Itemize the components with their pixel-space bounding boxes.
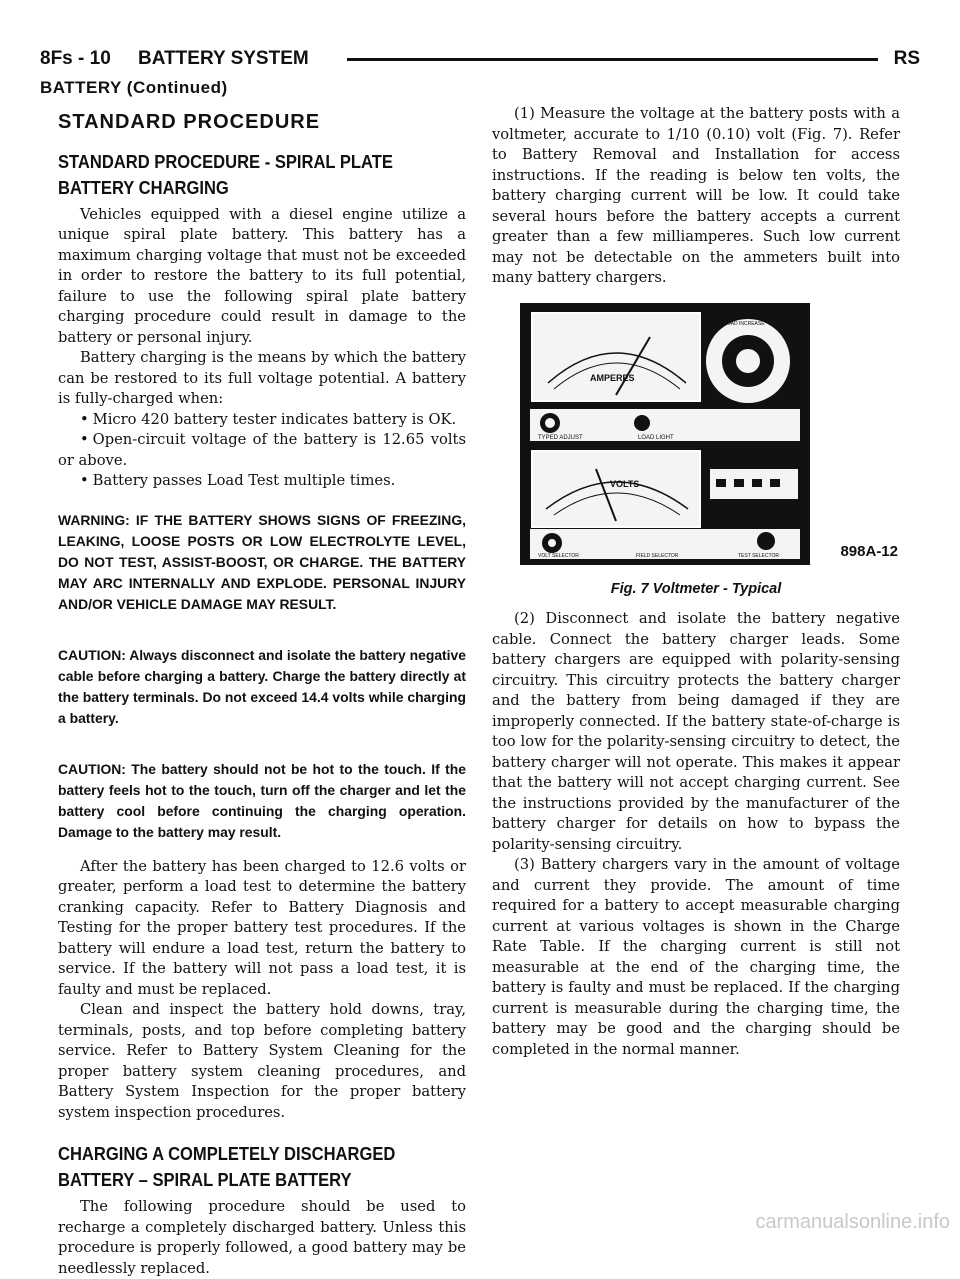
- left-column: [58, 112, 466, 1279]
- paragraph: Clean and inspect the battery hold downs, tray, terminals, posts, and top before completing battery service. Refer to Battery System Cleaning for the proper battery system cleaning procedures, and Battery System Inspection for the proper battery system inspection procedures.: [58, 1001, 466, 1121]
- paragraph: The following procedure should be used to recharge a completely discharged battery. Unless this procedure is properly followed, a good battery may be needlessly replaced.: [58, 1198, 466, 1277]
- header-rule: [347, 58, 878, 61]
- right-column: [492, 104, 900, 1060]
- warning-note: WARNING: IF THE BATTERY SHOWS SIGNS OF FREEZING, LEAKING, LOOSE POSTS OR LOW ELECTROLYTE LEVEL, DO NOT TEST, ASSIST-BOOST, OR CHARGE. THE BATTERY MAY ARC INTERNALLY AND EXPLODE. PERSONAL INJURY AND/OR VEHICLE DAMAGE MAY RESULT.: [58, 511, 466, 612]
- list-item: • Micro 420 battery tester indicates battery is OK.: [58, 410, 466, 431]
- list-item: • Battery passes Load Test multiple times.: [58, 471, 466, 492]
- paragraph: (1) Measure the voltage at the battery posts with a voltmeter, accurate to 1/10 (0.10) volt (Fig. 7). Refer to Battery Removal and Installation for access instructions. If the reading is below ten volts, the battery charging current will be low. It could take several hours before the battery accepts a current greater than a few milliamperes. Such low current may not be detectable on the ammeters built into many battery chargers.: [492, 105, 900, 286]
- continued-heading: BATTERY (Continued): [40, 78, 228, 97]
- figure-caption: Fig. 7 Voltmeter - Typical: [610, 580, 782, 597]
- test-selector-label: TEST SELECTOR: [738, 552, 779, 559]
- load-adjust-label: TYPED ADJUST: [538, 434, 583, 441]
- bullet-list: [58, 410, 466, 492]
- page-number: 8Fs - 10: [40, 48, 111, 69]
- paragraph: Battery charging is the means by which the battery can be restored to its full voltage potential. A battery is fully-charged when:: [58, 349, 466, 407]
- subheading-spiral-charging: STANDARD PROCEDURE - SPIRAL PLATE BATTERY CHARGING: [58, 151, 393, 198]
- paragraph: (2) Disconnect and isolate the battery negative cable. Connect the battery charger leads. Some battery chargers are equipped with polarity-sensing circuitry. This circuitry protects the battery charger and the battery from being damaged if they are improperly connected. If the battery state-of-charge is too low for the polarity-sensing circuitry to detect, the battery charger will not operate. This makes it appear that the battery will not accept charging current. See the instructions provided by the manufacturer of the battery charger for details on how to bypass the polarity-sensing circuitry.: [492, 610, 900, 853]
- volt-selector-label: VOLT SELECTOR: [538, 552, 579, 559]
- main-heading: STANDARD PROCEDURE: [58, 111, 321, 133]
- figure-id: 898A-12: [840, 543, 898, 560]
- section-title: BATTERY SYSTEM: [138, 48, 309, 69]
- amperes-label: AMPERES: [590, 372, 635, 383]
- list-item: • Open-circuit voltage of the battery is 12.65 volts or above.: [58, 430, 466, 471]
- field-selector-label: FIELD SELECTOR: [636, 552, 679, 559]
- volts-label: VOLTS: [610, 478, 640, 489]
- subheading-discharged: CHARGING A COMPLETELY DISCHARGED BATTERY – SPIRAL PLATE BATTERY: [58, 1144, 396, 1190]
- paragraph: Vehicles equipped with a diesel engine utilize a unique spiral plate battery. This battery has a maximum charging voltage that must not be exceeded in order to restore the battery to its full potential, failure to use the following spiral plate battery charging procedure could result in damage to the battery or personal injury.: [58, 205, 466, 346]
- model-code: RS: [893, 48, 920, 69]
- watermark: carmanualsonline.info: [755, 1211, 950, 1233]
- paragraph: (3) Battery chargers vary in the amount of voltage and current they provide. The amount of time required for a battery to accept measurable charging current at various voltages is shown in the Charge Rate Table. If the charging current is still not measurable at the end of the charging time, the battery is faulty and must be replaced. If the charging current is measurable during the charging time, the battery may be good and the charging should be completed in the normal manner.: [492, 856, 900, 1058]
- voltmeter-figure: [520, 303, 898, 565]
- load-increase-label: LOAD INCREASE: [724, 320, 765, 327]
- caution-note: CAUTION: The battery should not be hot to the touch. If the battery feels hot to the touch, turn off the charger and let the battery cool before continuing the charging operation. Damage to the battery may result.: [58, 760, 466, 840]
- page-header: [40, 46, 920, 72]
- paragraph: After the battery has been charged to 12.6 volts or greater, perform a load test to determine the battery cranking capacity. Refer to Battery Diagnosis and Testing for the proper battery test procedures. If the battery will endure a load test, return the battery to service. If the battery will not pass a load test, it is faulty and must be replaced.: [58, 857, 466, 998]
- load-light-label: LOAD LIGHT: [638, 434, 674, 441]
- caution-note: CAUTION: Always disconnect and isolate the battery negative cable before charging a battery. Charge the battery directly at the battery terminals. Do not exceed 14.4 volts while charging a battery.: [58, 646, 466, 726]
- header-left: [40, 48, 331, 70]
- voltmeter-illustration: [520, 303, 810, 565]
